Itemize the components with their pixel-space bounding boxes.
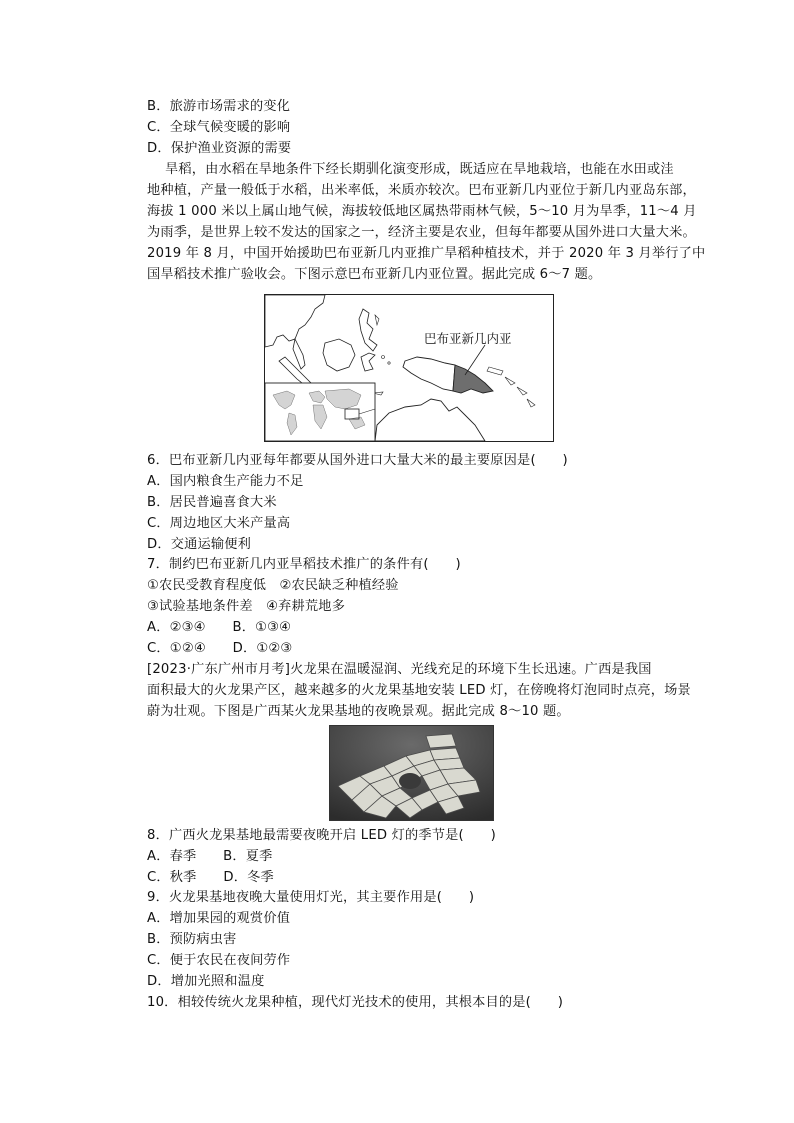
- papua-new-guinea-location-map: [264, 294, 554, 442]
- q7-options-row2: C．①②④ D．①②③: [147, 641, 293, 656]
- q8-options-row2: C．秋季 D．冬季: [147, 870, 274, 885]
- passage1-line: 为雨季，是世界上较不发达的国家之一，经济主要是农业，但每年都要从国外进口大量大米。: [147, 225, 696, 240]
- q9-option-d: D．增加光照和温度: [147, 974, 265, 989]
- passage1-line: 海拔 1 000 米以上属山地气候，海拔较低地区属热带雨林气候，5～10 月为旱季，11～4 月: [147, 204, 697, 219]
- passage1-line: 2019 年 8 月，中国开始援助巴布亚新几内亚推广旱稻种植技术，并于 2020 年 3 月举行了中: [147, 246, 706, 261]
- passage1-line: 国旱稻技术推广验收会。下图示意巴布亚新几内亚位置。据此完成 6～7 题。: [147, 267, 602, 282]
- q6-option-d: D．交通运输便利: [147, 537, 252, 552]
- map-label-papua-new-guinea: 巴布亚新几内亚: [424, 331, 512, 346]
- q9-stem: 9．火龙果基地夜晚大量使用灯光，其主要作用是( ): [147, 890, 475, 905]
- q9-option-b: B．预防病虫害: [147, 932, 237, 947]
- q9-option-c: C．便于农民在夜间劳作: [147, 953, 291, 968]
- q5-option-c: C．全球气候变暖的影响: [147, 120, 291, 135]
- q5-option-b: B．旅游市场需求的变化: [147, 99, 291, 114]
- q8-stem: 8．广西火龙果基地最需要夜晚开启 LED 灯的季节是( ): [147, 828, 497, 843]
- map-graphic: [265, 295, 553, 441]
- q7-options-row1: A．②③④ B．①③④: [147, 620, 292, 635]
- q6-option-c: C．周边地区大米产量高: [147, 516, 291, 531]
- q7-items-row1: ①农民受教育程度低 ②农民缺乏种植经验: [147, 578, 399, 593]
- q7-items-row2: ③试验基地条件差 ④弃耕荒地多: [147, 599, 346, 614]
- q6-stem: 6．巴布亚新几内亚每年都要从国外进口大量大米的最主要原因是( ): [147, 453, 568, 468]
- q8-options-row1: A．春季 B．夏季: [147, 849, 273, 864]
- passage1-line: 地种植，产量一般低于水稻，出米率低，米质亦较次。巴布亚新几内亚位于新几内亚岛东部，: [147, 183, 696, 198]
- q9-option-a: A．增加果园的观赏价值: [147, 911, 291, 926]
- q6-option-a: A．国内粮食生产能力不足: [147, 474, 304, 489]
- night-photo-graphic: [330, 726, 493, 820]
- q7-stem: 7．制约巴布亚新几内亚旱稻技术推广的条件有( ): [147, 557, 461, 572]
- q10-stem: 10．相较传统火龙果种植，现代灯光技术的使用，其根本目的是( ): [147, 995, 564, 1010]
- dragon-fruit-base-night-photo: [329, 725, 494, 821]
- q5-option-d: D．保护渔业资源的需要: [147, 141, 292, 156]
- passage2-line: [2023·广东广州市月考]火龙果在温暖湿润、光线充足的环境下生长迅速。广西是我国: [147, 662, 652, 677]
- passage1-line: 旱稻，由水稻在旱地条件下经长期驯化演变形成，既适应在旱地栽培，也能在水田或洼: [165, 162, 674, 177]
- q6-option-b: B．居民普遍喜食大米: [147, 495, 277, 510]
- passage2-line: 蔚为壮观。下图是广西某火龙果基地的夜晚景观。据此完成 8～10 题。: [147, 704, 570, 719]
- passage2-line: 面积最大的火龙果产区，越来越多的火龙果基地安装 LED 灯，在傍晚将灯泡同时点亮，场景: [147, 683, 691, 698]
